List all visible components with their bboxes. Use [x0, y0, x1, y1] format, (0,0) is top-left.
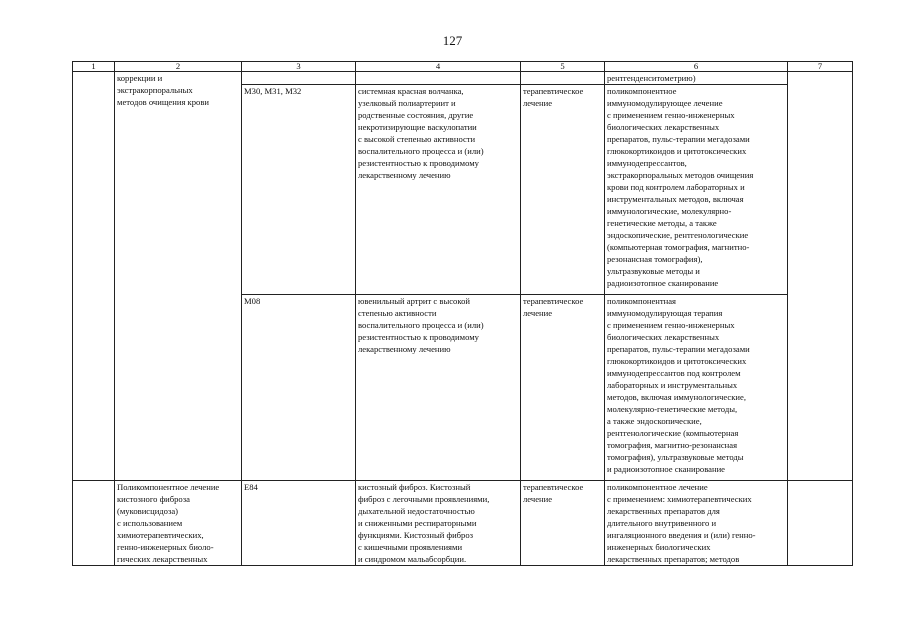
treatment-type: терапевтическое лечение — [523, 86, 584, 108]
cell-col5-empty — [521, 72, 605, 85]
treatment-type: терапевтическое лечение — [523, 482, 584, 504]
icd-code: M30, M31, M32 — [244, 86, 302, 96]
treatment-type: терапевтическое лечение — [523, 296, 584, 318]
cell-col2-continued — [115, 72, 242, 481]
cell-col4-empty — [356, 72, 521, 85]
disease-model: ювенильный артрит с высокой степенью активности воспалительного процесса и (или) резистентностью к проводимому лекарственному лечению — [358, 296, 484, 354]
cell-code — [242, 85, 356, 295]
column-number: 1 — [73, 62, 115, 72]
column-number: 3 — [242, 62, 356, 72]
column-number: 7 — [788, 62, 853, 72]
disease-model: системная красная волчанка, узелковый полиартериит и родственные состояния, другие некротизирующие васкулопатии с высокой степенью активности воспалительного процесса и (или) резистентностью к проводимому лекарственному лечению — [358, 86, 484, 180]
column-number-row — [73, 62, 853, 72]
column-number: 5 — [521, 62, 605, 72]
cell-method-group-name — [115, 481, 242, 566]
cell-col3-empty — [242, 72, 356, 85]
cell-method — [605, 295, 788, 481]
treatment-method: поликомпонентное лечение с применением: химиотерапевтических лекарственных препаратов для длительного внутривенного и ингаляционного введения и (или) генно- инженерных биологических лекарственных препаратов; методов — [607, 482, 756, 564]
cell-code — [242, 481, 356, 566]
treatment-method: поликомпонентная иммуномодулирующая терапия с применением генно-инженерных биологических лекарственных препаратов, пульс-терапии мегадозами глюкокортикоидов и цитотоксических иммунодепрессантов под контролем лабораторных и инструментальных методов, включая иммунологические, молекулярно-генетические методы, а также эндоскопические, рентгенологические (компьютерная томография, магнитно-резонансная томография), ультразвуковые методы и радиоизотопное сканирование — [607, 296, 750, 474]
cell-col7 — [788, 481, 853, 566]
method-group-name: Поликомпонентное лечение кистозного фиброза (муковисцидоза) с использованием химиотерапевтических, генно-инженерных биоло- гических лекарственных — [117, 482, 220, 564]
cell-method — [605, 85, 788, 295]
cell-treatment-type — [521, 295, 605, 481]
page-number: 127 — [442, 33, 463, 48]
cell-col1 — [73, 72, 115, 481]
cell-disease — [356, 85, 521, 295]
cell-col6-fragment — [605, 72, 788, 85]
cell-code — [242, 295, 356, 481]
column-number: 2 — [115, 62, 242, 72]
cell-disease — [356, 481, 521, 566]
method-fragment: рентгенденситометрию) — [607, 73, 696, 83]
cell-col7 — [788, 72, 853, 481]
cell-method — [605, 481, 788, 566]
cell-treatment-type — [521, 85, 605, 295]
treatment-method: поликомпонентное иммуномодулирующее лечение с применением генно-инженерных биологических лекарственных препаратов, пульс-терапии мегадозами глюкокортикоидов и цитотоксических иммунодепрессантов, экстракорпоральных методов очищения крови под контролем лабораторных и инструментальных методов, включая иммунологические, молекулярно- генетические методы, а также эндоскопические, рентгенологические (компьютерная томография, магнитно- резонансная томография), ультразвуковые методы и радиоизотопное сканирование — [607, 86, 754, 288]
cell-col1 — [73, 481, 115, 566]
column-number: 6 — [605, 62, 788, 72]
column-number: 4 — [356, 62, 521, 72]
disease-model: кистозный фиброз. Кистозный фиброз с легочными проявлениями, дыхательной недостаточностью и сниженными респираторными функциями. Кистозный фиброз с кишечными проявлениями и синдромом мальабсорбции. — [358, 482, 490, 564]
table-row — [73, 481, 853, 566]
cell-disease — [356, 295, 521, 481]
icd-code: E84 — [244, 482, 258, 492]
icd-code: M08 — [244, 296, 261, 306]
method-group-name-fragment: коррекции и экстракорпоральных методов очищения крови — [117, 73, 209, 107]
medical-care-table — [72, 61, 853, 566]
cell-treatment-type — [521, 481, 605, 566]
table-row-continuation — [73, 72, 853, 85]
